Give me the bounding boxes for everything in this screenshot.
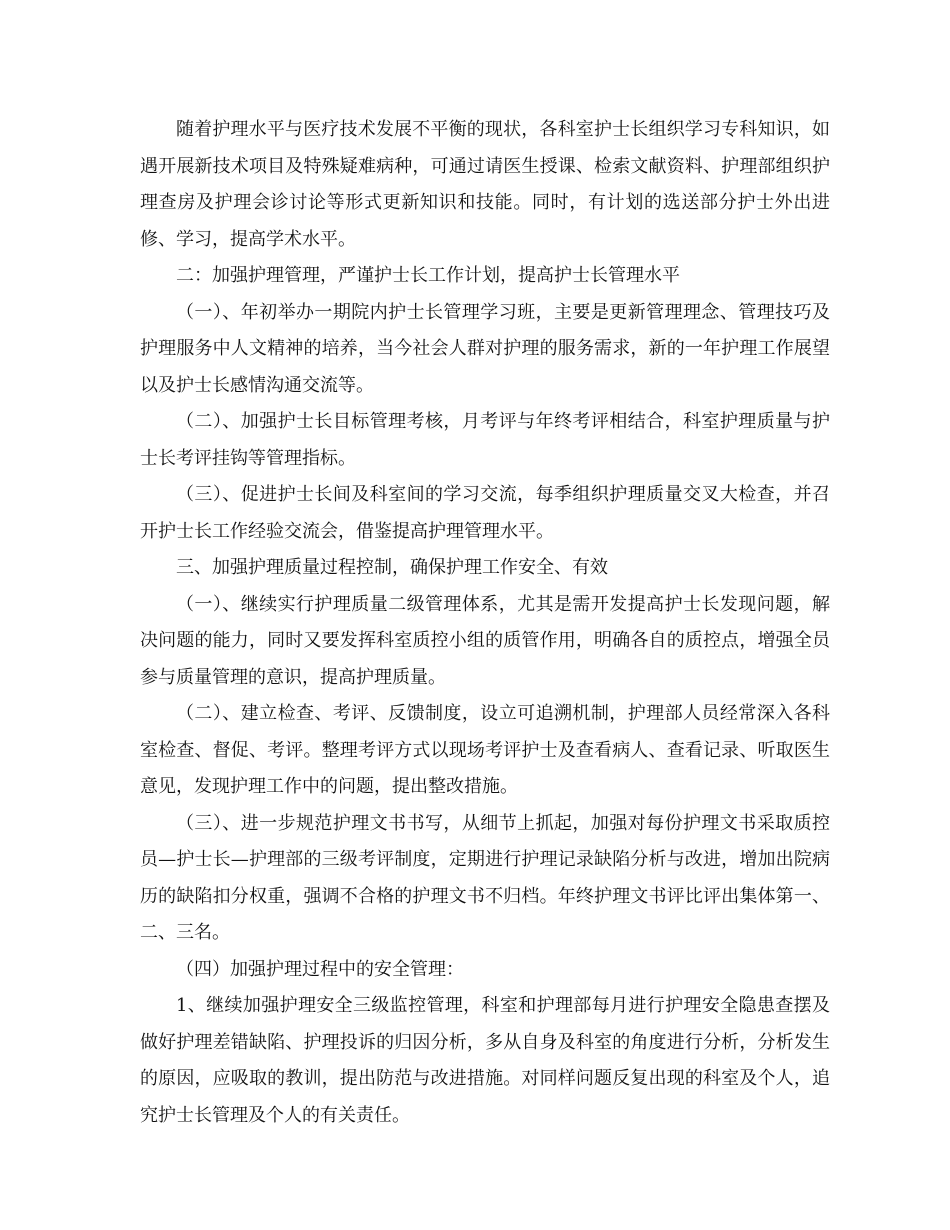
- paragraph-2-1: （一）、年初举办一期院内护士长管理学习班，主要是更新管理理念、管理技巧及护理服务中人文精神的培养，当今社会人群对护理的服务需求，新的一年护理工作展望以及护士长感情沟通交流等。: [140, 301, 830, 396]
- paragraph-3-3: （三）、进一步规范护理文书书写，从细节上抓起，加强对每份护理文书采取质控员—护士长—护理部的三级考评制度，定期进行护理记录缺陷分析与改进，增加出院病历的缺陷扣分权重，强调不合格的护理文书不归档。年终护理文书评比评出集体第一、二、三名。: [140, 812, 830, 943]
- section-heading-3: 三、加强护理质量过程控制，确保护理工作安全、有效: [176, 557, 608, 578]
- paragraph-3-1: （一）、继续实行护理质量二级管理体系，尤其是需开发提高护士长发现问题，解决问题的能力，同时又要发挥科室质控小组的质管作用，明确各自的质控点，增强全员参与质量管理的意识，提高护理质量。: [140, 593, 830, 688]
- paragraph-2-2: （二）、加强护士长目标管理考核，月考评与年终考评相结合，科室护理质量与护士长考评挂钩等管理指标。: [140, 411, 830, 469]
- paragraph-intro: 随着护理水平与医疗技术发展不平衡的现状，各科室护士长组织学习专科知识，如遇开展新技术项目及特殊疑难病种，可通过请医生授课、检索文献资料、护理部组织护理查房及护理会诊讨论等形式更新知识和技能。同时，有计划的选送部分护士外出进修、学习，提高学术水平。: [140, 119, 830, 250]
- paragraph-3-2: （二）、建立检查、考评、反馈制度，设立可追溯机制，护理部人员经常深入各科室检查、督促、考评。整理考评方式以现场考评护士及查看病人、查看记录、听取医生意见，发现护理工作中的问题，提出整改措施。: [140, 703, 830, 797]
- subsection-heading-3-4: （四）加强护理过程中的安全管理：: [176, 958, 464, 980]
- document-body: [140, 112, 830, 1134]
- paragraph-2-3: （三）、促进护士长间及科室间的学习交流，每季组织护理质量交叉大检查，并召开护士长工作经验交流会，借鉴提高护理管理水平。: [140, 484, 830, 542]
- section-heading-2: 二：加强护理管理，严谨护士长工作计划，提高护士长管理水平: [176, 265, 680, 286]
- paragraph-3-4-1: 1、继续加强护理安全三级监控管理，科室和护理部每月进行护理安全隐患查摆及做好护理差错缺陷、护理投诉的归因分析，多从自身及科室的角度进行分析，分析发生的原因，应吸取的教训，提出防范与改进措施。对同样问题反复出现的科室及个人，追究护士长管理及个人的有关责任。: [140, 995, 830, 1126]
